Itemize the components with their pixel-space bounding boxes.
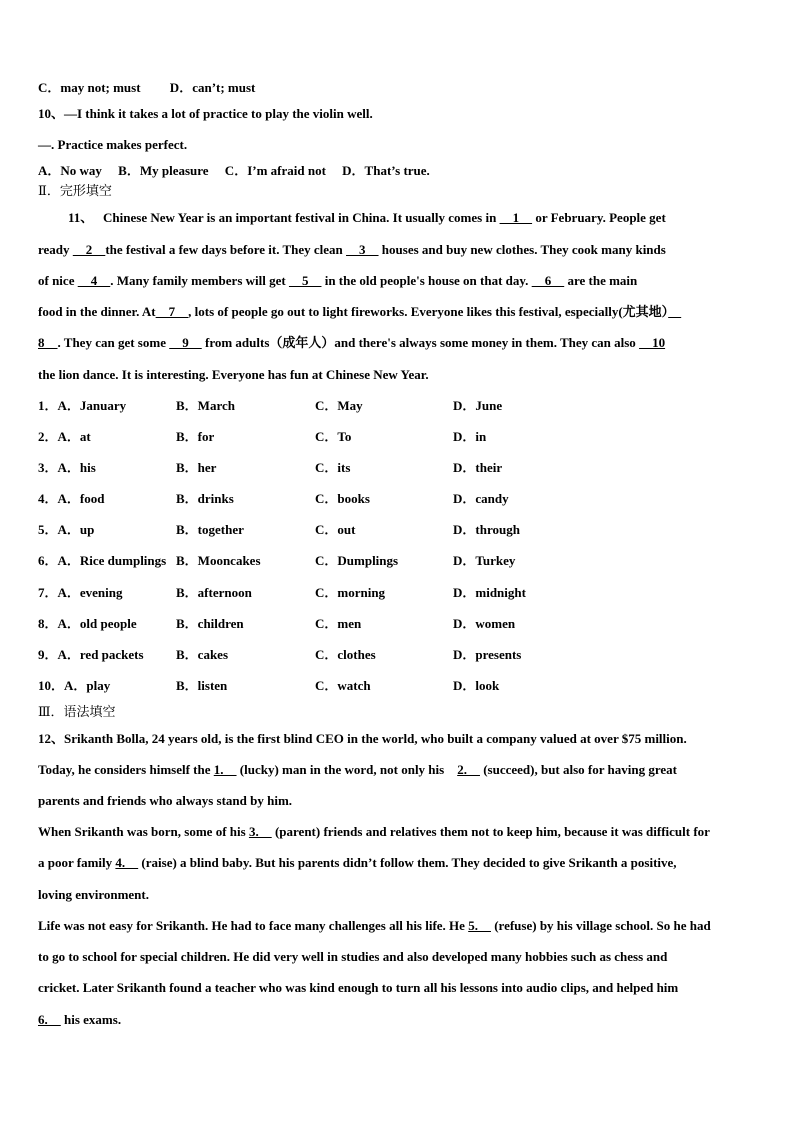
option-c: C．May <box>315 398 363 413</box>
option-b: B．afternoon <box>176 585 252 600</box>
cloze-text: from adults（成年人）and there's always some money in them. They can also <box>201 335 640 350</box>
cloze-text: in the old people's house on that day. <box>321 273 532 288</box>
cloze-line-4 <box>38 304 681 320</box>
blank-7: 7 <box>155 304 189 319</box>
q10-reply: —. Practice makes perfect. <box>38 137 188 152</box>
grammar-line-7 <box>38 918 711 934</box>
option-d: D．their <box>453 460 503 475</box>
grammar-line-8: to go to school for special children. He did very well in studies and also developed many hobbies such as chess and <box>38 949 668 964</box>
blank-9: 9 <box>169 335 202 350</box>
option-d: D．candy <box>453 491 509 506</box>
option-a: 2．A．at <box>38 429 91 444</box>
grammar-line-10 <box>38 1012 121 1028</box>
option-a: 9．A．red packets <box>38 647 144 662</box>
grammar-blank-4: 4. <box>115 855 139 870</box>
grammar-line-3: parents and friends who always stand by him. <box>38 793 293 808</box>
blank-4: 4 <box>77 273 111 288</box>
grammar-blank-3: 3. <box>248 824 272 839</box>
blank-10: 10 <box>639 335 666 350</box>
cloze-line-5 <box>38 335 665 351</box>
blank-8-start <box>668 304 681 319</box>
grammar-text: (refuse) by his village school. So he had <box>490 918 711 933</box>
grammar-text: (parent) friends and relatives them not to keep him, because it was difficult for <box>271 824 710 839</box>
option-b: B．drinks <box>176 491 234 506</box>
option-d: D．through <box>453 522 520 537</box>
blank-1: 1 <box>499 210 533 225</box>
option-a: 4．A．food <box>38 491 105 506</box>
option-b: B．her <box>176 460 217 475</box>
q9-options-tail: C．may not; must D．can’t; must <box>38 80 256 95</box>
cloze-text: 11、 Chinese New Year is an important festival in China. It usually comes in <box>68 210 500 225</box>
cloze-line-3 <box>38 273 637 289</box>
option-c: C．clothes <box>315 647 376 662</box>
cloze-text: . Many family members will get <box>110 273 289 288</box>
option-c: C．watch <box>315 678 371 693</box>
grammar-line-1: 12、Srikanth Bolla, 24 years old, is the first blind CEO in the world, who built a company valued at over $75 million. <box>38 731 687 746</box>
option-b: B．for <box>176 429 215 444</box>
grammar-text: Today, he considers himself the <box>38 762 214 777</box>
blank-2: 2 <box>72 242 106 257</box>
cloze-text: food in the dinner. At <box>38 304 156 319</box>
cloze-text: the festival a few days before it. They clean <box>105 242 347 257</box>
grammar-text: Life was not easy for Srikanth. He had to face many challenges all his life. He <box>38 918 469 933</box>
option-c: C．books <box>315 491 370 506</box>
grammar-blank-2: 2. <box>457 762 480 777</box>
blank-6: 6 <box>531 273 565 288</box>
grammar-text: (raise) a blind baby. But his parents didn’t follow them. They decided to give Srikanth a positive, <box>138 855 677 870</box>
grammar-line-2 <box>38 762 677 778</box>
cloze-line-6: the lion dance. It is interesting. Everyone has fun at Chinese New Year. <box>38 367 429 382</box>
option-a: 7．A．evening <box>38 585 123 600</box>
cloze-text: or February. People get <box>532 210 666 225</box>
option-b: B．children <box>176 616 244 631</box>
option-d: D．June <box>453 398 503 413</box>
q10-options: A．No way B．My pleasure C．I’m afraid not D．That’s true. <box>38 163 430 178</box>
cloze-text: ready <box>38 242 73 257</box>
option-a: 8．A．old people <box>38 616 137 631</box>
blank-3: 3 <box>346 242 379 257</box>
option-d: D．midnight <box>453 585 526 600</box>
option-d: D．look <box>453 678 500 693</box>
option-a: 3．A．his <box>38 460 96 475</box>
option-c: C．morning <box>315 585 386 600</box>
option-d: D．Turkey <box>453 553 516 568</box>
option-b: B．March <box>176 398 235 413</box>
blank-8: 8 <box>38 335 58 350</box>
option-b: B．listen <box>176 678 228 693</box>
option-a: 5．A．up <box>38 522 95 537</box>
option-c: C．To <box>315 429 352 444</box>
section-grammar-heading: Ⅲ．语法填空 <box>38 704 116 719</box>
grammar-text: his exams. <box>60 1012 122 1027</box>
option-b: B．cakes <box>176 647 229 662</box>
q10-stem: 10、—I think it takes a lot of practice to play the violin well. <box>38 106 373 121</box>
option-a: 10．A．play <box>38 678 111 693</box>
cloze-text: of nice <box>38 273 78 288</box>
cloze-line-1 <box>68 210 666 226</box>
section-cloze-heading: Ⅱ．完形填空 <box>38 183 112 198</box>
option-d: D．presents <box>453 647 522 662</box>
grammar-line-4 <box>38 824 710 840</box>
option-c: C．out <box>315 522 356 537</box>
grammar-text: When Srikanth was born, some of his <box>38 824 249 839</box>
option-d: D．women <box>453 616 516 631</box>
option-c: C．men <box>315 616 362 631</box>
grammar-text: a poor family <box>38 855 116 870</box>
option-c: C．its <box>315 460 351 475</box>
cloze-text: houses and buy new clothes. They cook many kinds <box>378 242 666 257</box>
grammar-line-5 <box>38 855 677 871</box>
grammar-line-9: cricket. Later Srikanth found a teacher who was kind enough to turn all his lessons into audio clips, and helped him <box>38 980 679 995</box>
grammar-line-6: loving environment. <box>38 887 149 902</box>
option-b: B．Mooncakes <box>176 553 261 568</box>
grammar-blank-5: 5. <box>468 918 491 933</box>
option-c: C．Dumplings <box>315 553 399 568</box>
grammar-text: (lucky) man in the word, not only his <box>236 762 458 777</box>
cloze-line-2 <box>38 242 666 258</box>
option-d: D．in <box>453 429 487 444</box>
cloze-text: . They can get some <box>57 335 170 350</box>
grammar-blank-6: 6. <box>38 1012 61 1027</box>
cloze-text: , lots of people go out to light fireworks. Everyone likes this festival, especially(尤其地） <box>188 304 669 319</box>
cloze-text: are the main <box>564 273 638 288</box>
option-a: 1．A．January <box>38 398 127 413</box>
option-b: B．together <box>176 522 244 537</box>
option-a: 6．A．Rice dumplings <box>38 553 167 568</box>
blank-5: 5 <box>288 273 322 288</box>
grammar-text: (succeed), but also for having great <box>479 762 678 777</box>
grammar-blank-1: 1. <box>213 762 237 777</box>
